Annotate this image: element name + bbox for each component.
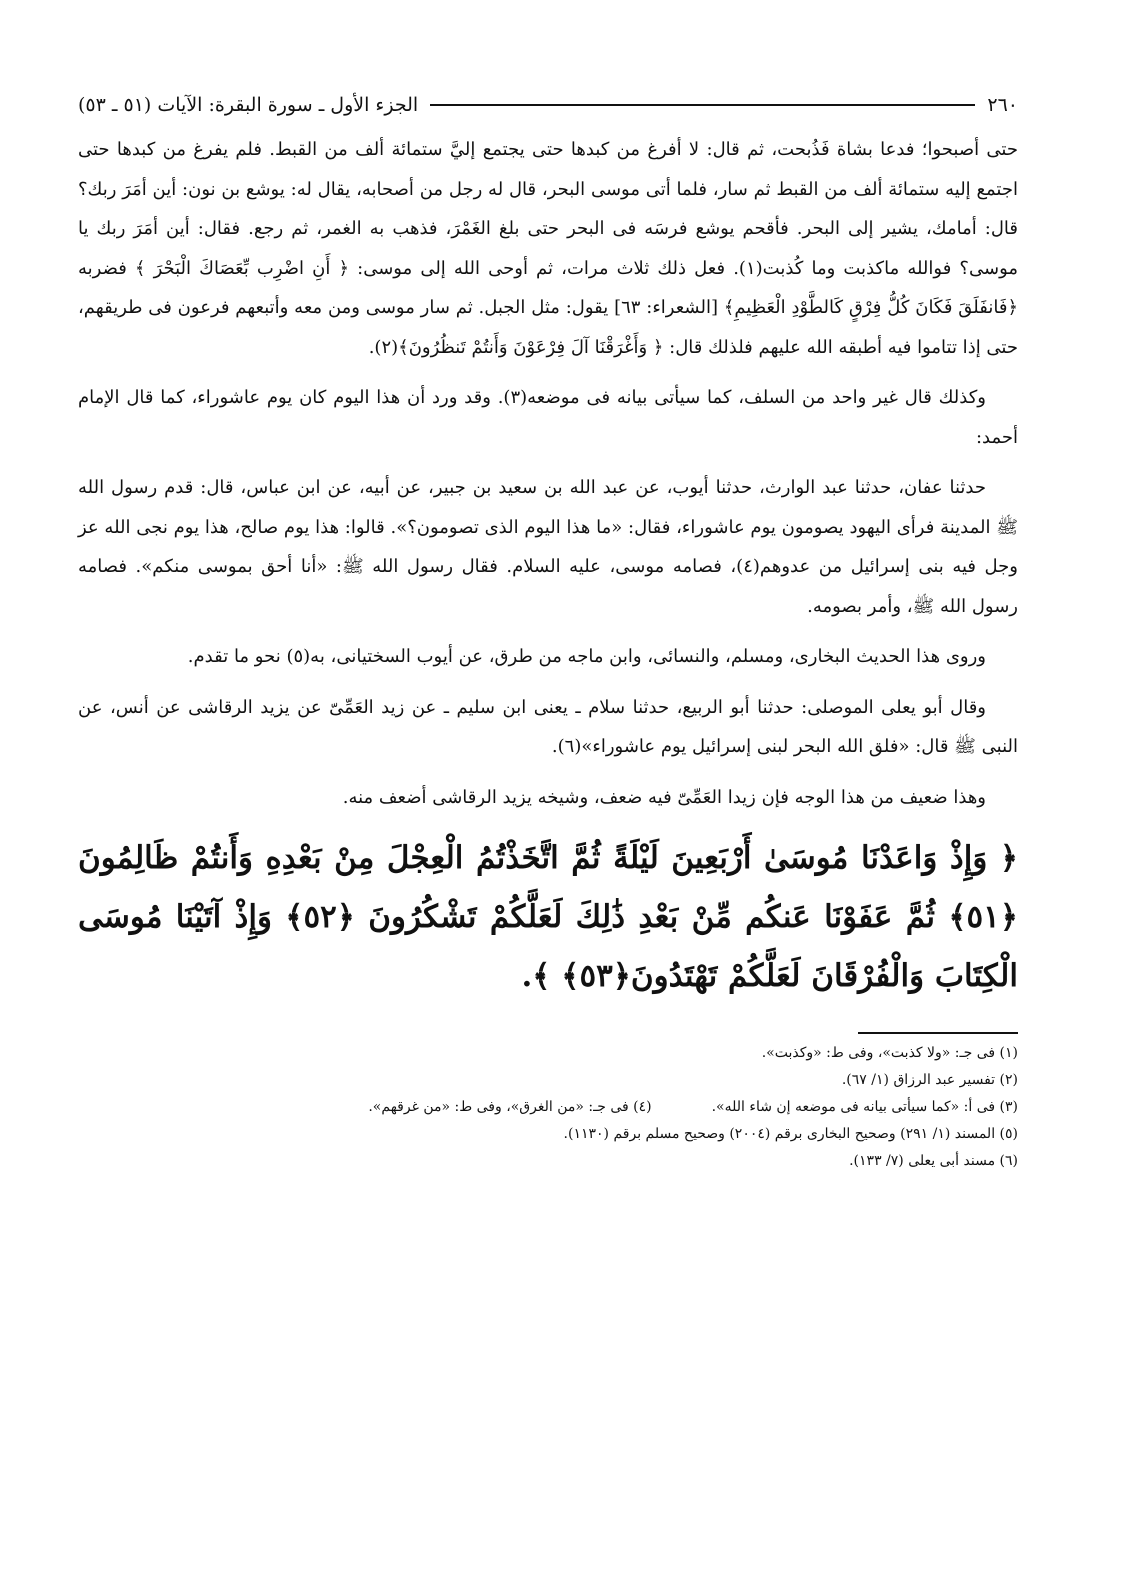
footnote-4: (٤) فى جـ: «من الغرق»، وفى ط: «من غرقهم». xyxy=(368,1099,652,1115)
footnote-6: (٦) مسند أبى يعلى (٧/ ١٣٣). xyxy=(849,1153,1018,1169)
footnote-3: (٣) فى أ: «كما سيأتى بيانه فى موضعه إن شاء الله». xyxy=(711,1099,1018,1115)
running-title: الجزء الأول ـ سورة البقرة: الآيات (٥١ ـ ٥٣) xyxy=(78,94,419,116)
paragraph-4: وروى هذا الحديث البخارى، ومسلم، والنسائى، وابن ماجه من طرق، عن أيوب السختيانى، به(٥) نحو ما تقدم. xyxy=(187,646,986,667)
paragraph-1: حتى أصبحوا؛ فدعا بشاة فَذُبحت، ثم قال: لا أفرغ من كبدها حتى يجتمع إليَّ ستمائة ألف من القبط. فلم يفرغ من كبدها حتى اجتمع إليه ستمائة ألف من القبط ثم سار، فلما أتى موسى البحر، قال له رجل من أصحابه، يقال له: يوشع بن نون: أين أمَرَ ربك؟ قال: أمامك، يشير إلى البحر. فأقحم يوشع فرسَه فى البحر حتى بلغ الغَمْرَ، فذهب به الغمر، ثم رجع. فقال: أين أمَرَ ربك يا موسى؟ فوالله ماكذبت وما كُذبت(١). فعل ذلك ثلاث مرات، ثم أوحى الله إلى موسى: ﴿ أَنِ اضْرِب بِّعَصَاكَ الْبَحْرَ ﴾ فضربه ﴿فَانفَلَقَ فَكَانَ كُلُّ فِرْقٍ كَالطَّوْدِ الْعَظِيمِ﴾ [الشعراء: ٦٣] يقول: مثل الجبل. ثم سار موسى ومن معه وأتبعهم فرعون فى طريقهم، حتى إذا تتاموا فيه أطبقه الله عليهم فلذلك قال: ﴿ وَأَغْرَقْنَا آلَ فِرْعَوْنَ وَأَنتُمْ تَنظُرُونَ﴾(٢). xyxy=(78,139,1019,358)
footnote-5: (٥) المسند (١/ ٢٩١) وصحيح البخارى برقم (٢٠٠٤) وصحيح مسلم برقم (١١٣٠). xyxy=(563,1126,1018,1142)
running-header xyxy=(78,88,1018,122)
paragraph-6: وهذا ضعيف من هذا الوجه فإن زيدا العَمِّىّ فيه ضعف، وشيخه يزيد الرقاشى أضعف منه. xyxy=(342,786,986,808)
paragraph-3: حدثنا عفان، حدثنا عبد الوارث، حدثنا أيوب، عن عبد الله بن سعيد بن جبير، عن أبيه، عن ابن عباس، قال: قدم رسول الله ﷺ المدينة فرأى اليهود يصومون يوم عاشوراء، فقال: «ما هذا اليوم الذى تصومون؟». قالوا: هذا يوم صالح، هذا يوم نجى الله عز وجل فيه بنى إسرائيل من عدوهم(٤)، فصامه موسى، عليه السلام. فقال رسول الله ﷺ: «أنا أحق بموسى منكم». فصامه رسول الله ﷺ، وأمر بصومه. xyxy=(78,477,1019,617)
footnote-1: (١) فى جـ: «ولا كذبت»، وفى ط: «وكذبت». xyxy=(761,1045,1018,1061)
paragraph-5: وقال أبو يعلى الموصلى: حدثنا أبو الربيع، حدثنا سلام ـ يعنى ابن سليم ـ عن زيد العَمِّىّ عن يزيد الرقاشى عن أنس، عن النبى ﷺ قال: «فلق الله البحر لبنى إسرائيل يوم عاشوراء»(٦). xyxy=(78,696,1018,757)
page-number: ٢٦٠ xyxy=(987,94,1018,116)
quran-verse: ﴿ وَإِذْ وَاعَدْنَا مُوسَىٰ أَرْبَعِينَ لَيْلَةً ثُمَّ اتَّخَذْتُمُ الْعِجْلَ مِنْ بَعْدِهِ وَأَنتُمْ ظَالِمُونَ ﴿٥١﴾ ثُمَّ عَفَوْنَا عَنكُم مِّنْ بَعْدِ ذَٰلِكَ لَعَلَّكُمْ تَشْكُرُونَ ﴿٥٢﴾ وَإِذْ آتَيْنَا مُوسَى الْكِتَابَ وَالْفُرْقَانَ لَعَلَّكُمْ تَهْتَدُونَ﴿٥٣﴾ ﴾. xyxy=(78,840,1018,994)
footnote-row-3-4 xyxy=(78,1094,1018,1121)
header-rule xyxy=(430,104,975,106)
paragraph-2: وكذلك قال غير واحد من السلف، كما سيأتى بيانه فى موضعه(٣). وقد ورد أن هذا اليوم كان يوم عاشوراء، كما قال الإمام أحمد: xyxy=(78,387,1018,448)
book-page xyxy=(78,88,1018,1175)
footnote-divider xyxy=(858,1032,1018,1034)
footnote-2: (٢) تفسير عبد الرزاق (١/ ٦٧). xyxy=(841,1072,1018,1088)
footnotes xyxy=(78,1040,1018,1175)
